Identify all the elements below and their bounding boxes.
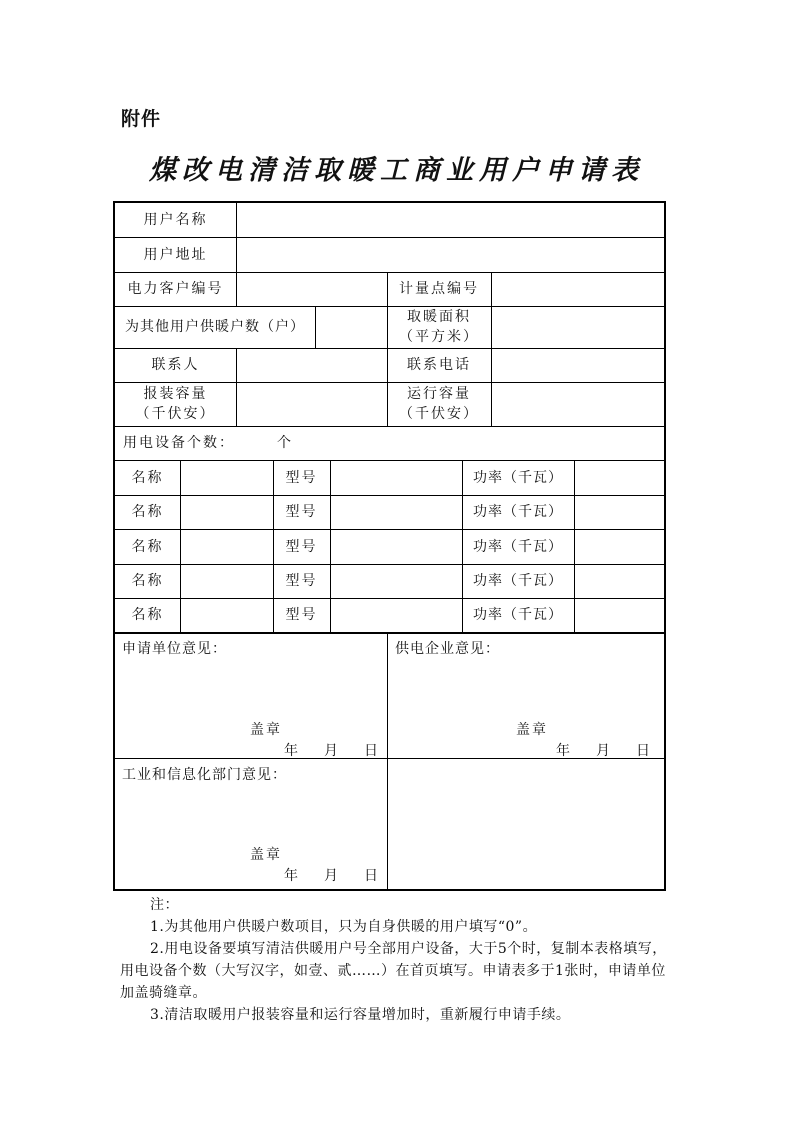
phone-label: 联系电话 [407,357,471,373]
device-model-label: 型号 [285,504,318,520]
user-name-label: 用户名称 [143,212,208,228]
device-power-label: 功率（千瓦） [473,538,563,555]
device-model-label: 型号 [285,538,318,555]
industry-stamp-label: 盖章 [250,847,282,863]
reported-capacity-line2: （千伏安） [135,406,216,422]
device-count-label: 用电设备个数： [123,435,235,451]
device-power-label: 功率（千瓦） [473,504,563,520]
supplier-year: 年 [556,743,570,759]
device-power-label: 功率（千瓦） [473,607,563,623]
notes-heading: 注： [150,897,179,913]
user-address-label: 用户地址 [143,246,208,263]
supplier-day: 日 [636,743,650,759]
running-capacity-label [387,382,491,426]
heat-area-line1: 取暖面积 [407,309,471,325]
customer-no-label: 电力客户编号 [127,281,224,297]
device-power-label: 功率（千瓦） [473,469,563,486]
device-count-unit: 个 [277,435,293,451]
note-item: 2.用电设备要填写清洁供暖用户号全部用户设备，大于5个时，复制本表格填写，用电设备个数（大写汉字，如壹、贰……）在首页填写。申请表多于1张时，申请单位加盖骑缝章。 [120,941,667,1001]
reported-capacity-line1: 报装容量 [143,386,208,402]
application-form [113,201,666,891]
applicant-month: 月 [324,743,338,759]
industry-opinion-label: 工业和信息化部门意见： [122,767,287,783]
supplier-month: 月 [596,743,610,759]
heat-area-line2: （平方米） [399,329,479,345]
applicant-stamp-label: 盖章 [250,722,282,738]
reported-capacity-label [115,382,236,426]
applicant-day: 日 [364,743,378,759]
heat-households-label: 为其他用户供暖户数（户） [125,319,305,335]
meter-no-label: 计量点编号 [399,281,479,297]
applicant-year: 年 [284,743,298,759]
form-title: 煤改电清洁取暖工商业用户申请表 [149,155,644,186]
device-model-label: 型号 [285,469,318,486]
applicant-opinion-label: 申请单位意见： [122,641,227,657]
notes-section [120,894,680,1026]
industry-month: 月 [324,868,338,884]
industry-day: 日 [364,868,378,884]
attachment-label: 附件 [121,108,162,130]
device-model-label: 型号 [285,573,318,589]
supplier-opinion-label: 供电企业意见： [395,641,500,657]
supplier-stamp-label: 盖章 [516,722,548,738]
running-capacity-line1: 运行容量 [407,386,471,402]
contact-label: 联系人 [151,357,200,373]
device-power-label: 功率（千瓦） [473,573,563,589]
industry-year: 年 [284,868,298,884]
device-name-label: 名称 [131,469,164,486]
heat-area-label [387,306,491,348]
device-name-label: 名称 [131,573,164,589]
device-name-label: 名称 [131,538,164,555]
device-name-label: 名称 [131,607,164,623]
device-name-label: 名称 [131,504,164,520]
note-item: 1.为其他用户供暖户数项目，只为自身供暖的用户填写“0”。 [150,919,538,935]
running-capacity-line2: （千伏安） [399,406,479,422]
note-item: 3.清洁取暖用户报装容量和运行容量增加时，重新履行申请手续。 [150,1007,571,1023]
device-model-label: 型号 [285,607,318,623]
